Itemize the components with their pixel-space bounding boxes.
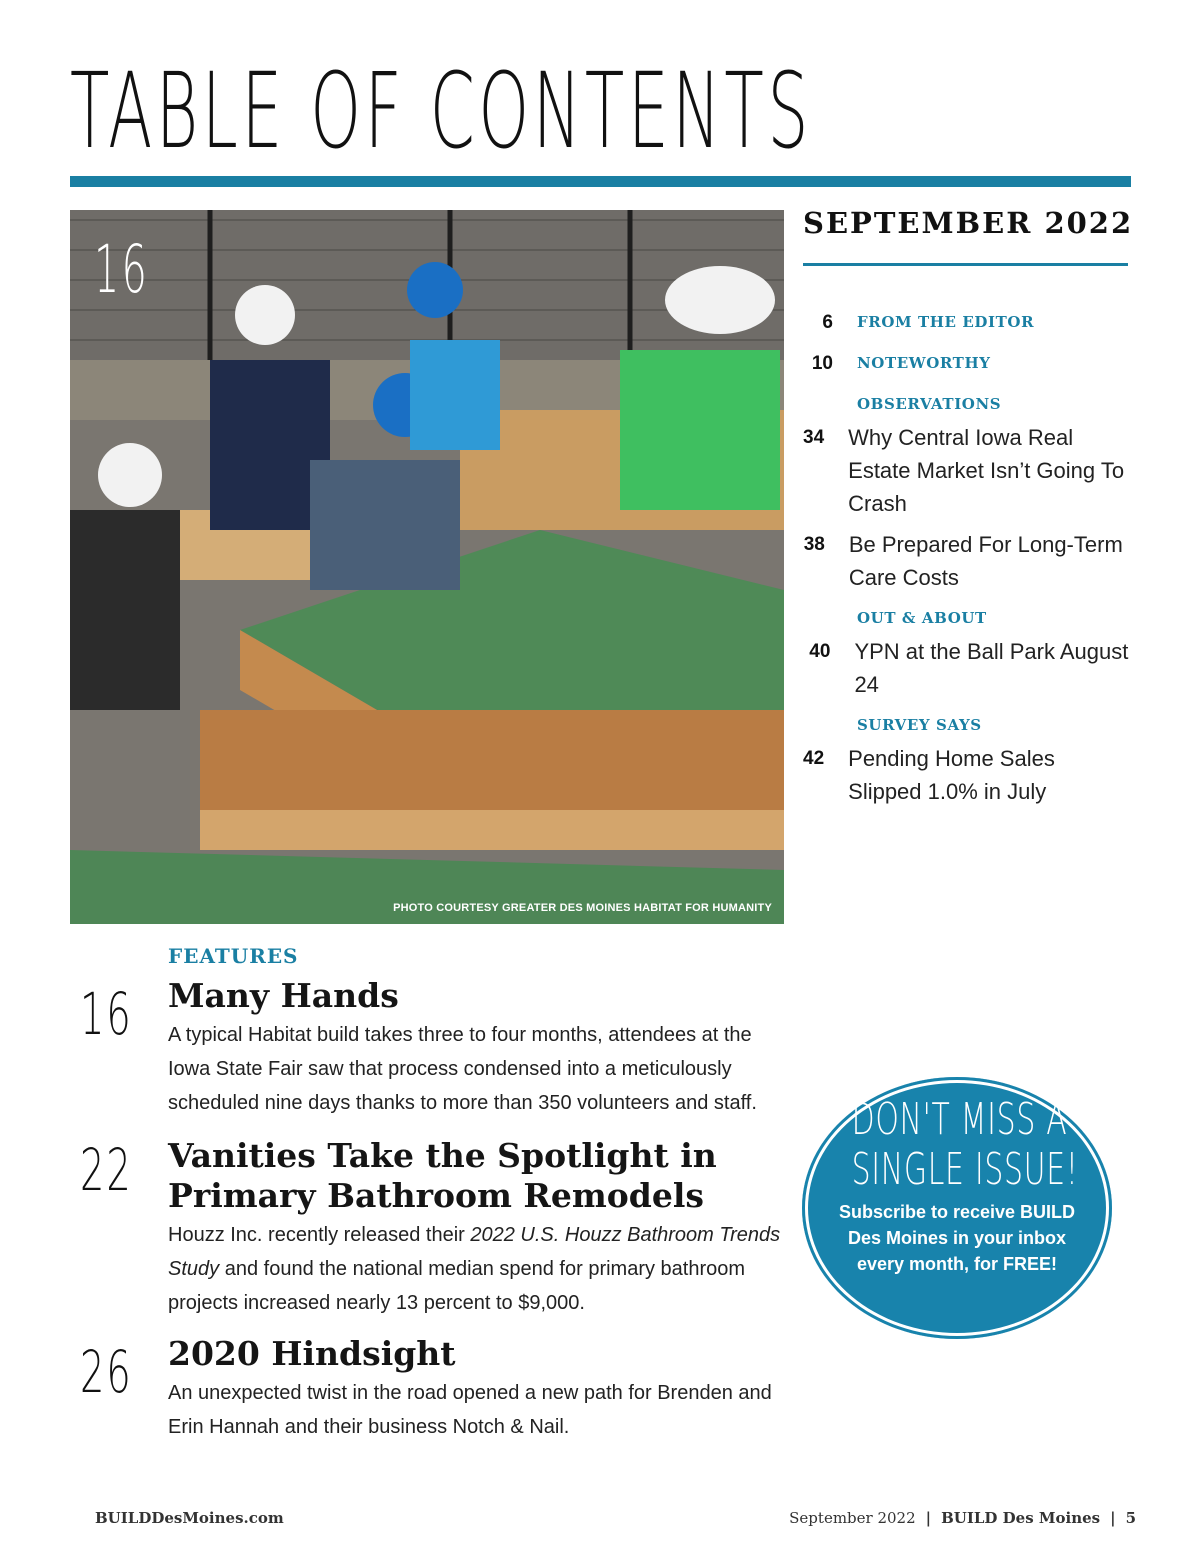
toc-item[interactable] [803,742,1133,808]
feature-page-number: 22 [80,1136,133,1204]
footer-separator: | [1110,1509,1116,1527]
toc-article-title: Be Prepared For Long-Term Care Costs [848,532,1123,590]
cover-photo [70,210,784,924]
habitat-build-illustration [70,210,784,924]
toc-section-label: SURVEY SAYS [857,716,982,734]
footer-website-link[interactable]: BUILDDesMoines.com [95,1509,284,1527]
toc-section-title: NOTEWORTHY [857,354,991,372]
toc-page-number: 6 [822,312,833,333]
toc-page-number: 40 [809,641,831,662]
toc-article-title: Why Central Iowa Real Estate Market Isn’t Going To Crash [848,425,1125,516]
title-rule [70,176,1131,187]
features-label: FEATURES [168,944,299,968]
feature-description-text: and found the national median spend for primary bathroom projects increased nearly 13 percent to $9,000. [168,1258,746,1314]
issue-date: SEPTEMBER 2022 [803,206,1134,240]
toc-section-label: OUT & ABOUT [857,609,987,627]
feature-item[interactable] [80,1136,790,1320]
page-title: TABLE OF CONTENTS [70,50,813,172]
toc-item[interactable] [803,635,1133,701]
photo-feature-number: 16 [94,231,150,308]
feature-page-number: 26 [80,1338,133,1406]
photo-credit: PHOTO COURTESY GREATER DES MOINES HABITAT FOR HUMANITY [393,902,772,914]
toc-section-title: FROM THE EDITOR [857,313,1035,331]
feature-item[interactable] [80,976,790,1120]
footer-folio [789,1509,1136,1527]
toc-item[interactable] [803,347,1133,380]
feature-description: An unexpected twist in the road opened a new path for Brenden and Erin Hannah and their business Notch & Nail. [168,1382,772,1438]
feature-page-number: 16 [80,980,133,1048]
feature-description [168,1218,790,1320]
feature-title: Vanities Take the Spotlight in Primary Bathroom Remodels [168,1136,717,1215]
study-title: 2022 U.S. Houzz Bathroom Trends Study [168,1224,781,1280]
feature-item[interactable] [80,1334,790,1444]
feature-description-text: Houzz Inc. recently released their [168,1224,471,1246]
toc-page-number: 34 [803,427,825,448]
toc-section-label: OBSERVATIONS [857,395,1002,413]
subscribe-badge[interactable] [802,1077,1112,1339]
toc-article-title: Pending Home Sales Slipped 1.0% in July [848,746,1055,804]
toc-page-number: 42 [803,748,825,769]
feature-description: A typical Habitat build takes three to four months, attendees at the Iowa State Fair saw that process condensed into a meticulously scheduled nine days thanks to more than 350 volunteers and staff. [168,1024,757,1114]
toc-page-number: 10 [811,353,833,374]
footer-issue: September 2022 [789,1509,916,1527]
toc-article-title: YPN at the Ball Park August 24 [854,639,1129,697]
toc-item[interactable] [803,528,1133,594]
footer-page-number: 5 [1125,1509,1136,1527]
toc-list [803,306,1133,816]
badge-headline: SINGLE ISSUE! [851,1144,1079,1195]
toc-page-number: 38 [803,534,825,555]
badge-headline: DON'T MISS A [851,1094,1068,1145]
feature-title: 2020 Hindsight [168,1334,456,1373]
toc-item[interactable] [803,421,1133,520]
badge-body: Subscribe to receive BUILD Des Moines in your inbox every month, for FREE! [838,1202,1076,1274]
issue-rule [803,263,1128,266]
toc-item[interactable] [803,306,1133,339]
feature-title: Many Hands [168,976,399,1015]
footer-publication: BUILD Des Moines [941,1509,1101,1527]
footer-separator: | [925,1509,932,1527]
